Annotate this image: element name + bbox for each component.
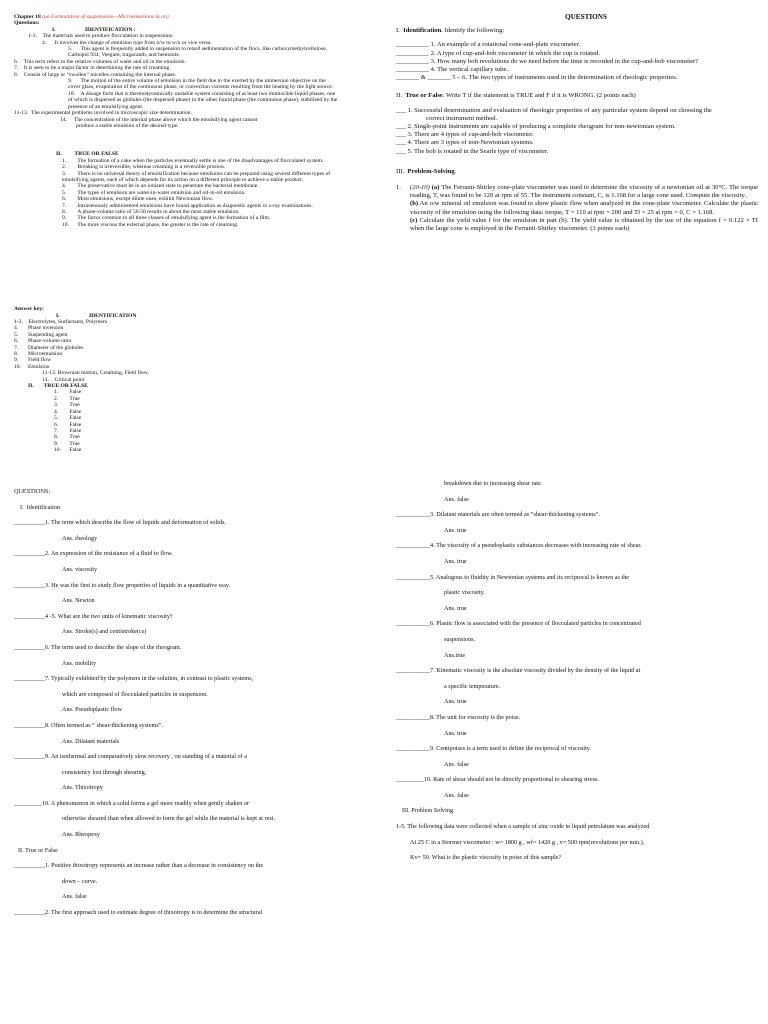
question-line-continuation: a specific temperature. [444,682,501,690]
question-line: __________2. An expression of the resistance of a fluid to flow. [14,550,173,558]
problem-1 [396,184,758,233]
question-line: __________9. An isothermal and comparatively slow recovery , on standing of a material of a [14,753,248,761]
identification-heading: I. IDENTIFICATION : [52,26,136,33]
identification-heading [396,27,758,35]
bottom-right-quadrant [396,476,758,866]
question-line: _________10. A phenomenon in which a solid forms a gel more readily when gently shaken or [14,799,250,807]
answer-line: Ans. true [444,698,467,706]
answer-tf-line: 1. False [54,389,82,396]
heading-bold: Identification [403,27,442,35]
heading-bold: True or False [405,92,443,100]
questions-label: Questions: [14,20,40,27]
identification-line: presence of an emulsifying agent. [68,103,144,110]
answer-line: 10. Emulsion [14,363,50,370]
question-line: __________1. The term which describe the flow of liquids and deformation of solids. [14,519,226,527]
part-c-label: (c) [410,216,418,224]
identification-line: cover glass, evaporation of the continuous phase, or convection currents resulting from the heating by the light source. [68,84,334,91]
tf-line: 9. The factor common to all three classes of emulsifying agent is the formation of a film. [62,215,271,222]
question-line-continuation: breakdown due to increasing shear rate. [444,480,543,487]
identification-line: 1-3. The materials used to produce flocculation in suspensions. [28,33,174,40]
answer-line: Ans. Dilatant materials [62,737,120,745]
tf-heading: II. TRUE OR FALSE [56,151,119,158]
questions-label: QUESTIONS: [14,488,51,495]
tf-item: ___ 2. Single-point instruments are capable of producing a complete rheogram for non-newtonian system. [396,123,676,131]
question-line: ___________5. Analogous to fluidity in Newtonian systems and its reciprocal is known as the [396,573,630,581]
tf-line: 3. There is no universal theory of emulsification because emulsions can be prepared using several different types of [62,170,331,177]
question-line: ___________9. Centipoises is a term used to define the reciprocal of viscosity. [396,745,591,753]
identification-item: __________ 3. How many bob revolutions do we need before the time is recorded in the cup-and-bob viscometer? [396,57,699,65]
question-line-continuation: suspensions. [444,635,476,643]
question-line: __________8. Often termed as “ shear-thickening systems”. [14,721,164,729]
answer-line: Ans. false [444,495,469,503]
tf-line: 8. A phase-volume ratio of 50:50 results in about the most stable emulsion. [62,208,240,215]
answer-tf-line: 4. False [54,408,82,415]
answer-line: 14. Critical point [42,376,85,383]
tf-heading: II. True or False [18,846,58,854]
tf-line: 1. The formation of a cake when the particles eventually settle is one of the disadvantages of flocculated system. [62,157,324,164]
part-b-label: (b) [410,200,419,208]
identification-line: Carbopol 934, Veegum, tragacanth, and bentonite. [68,52,181,59]
question-line: ___________4. The viscosity of a pseudoplastic substances decreases with increasing rate of shear. [396,542,642,550]
answer-line: Ans. false [444,760,469,768]
answer-line: 4. Phase inversion [14,325,64,332]
answer-line: 9. Field flow [14,357,52,364]
tf-item: ___ 4. There are 3 types of non-Newtonian systems. [396,139,534,147]
answer-key-label: Answer key: [14,306,44,313]
answer-line: Ans. Newton [62,597,95,605]
identification-line: 5. This agent is frequently added in suspension to retard sedimentation of the flocs, like carboxymethylcellulose, [68,46,327,53]
tf-line: 2. Breaking is irreversible, whereas creaming is a reversible process. [62,164,226,171]
answer-tf-line: 5. False [54,415,82,422]
part-c-text: Calculate the yield value f for the emulsion in part (b). The yield value is obtained by the use of the equation f = 0.122 × Tf when the large cone is employed in the Ferranti-Shirley viscometer. (3 points each) [410,216,758,233]
question-line: ___________7. Kinematic viscosity is the absolute viscosity divided by the density of the liquid at [396,667,641,675]
identification-line: 9. The motion of the entire volume of emulsion in the field due to the exerted by the immersion objective on the [68,78,326,85]
question-line: __________7. Typically exhibited by the polymers in the solution, in contrast to plastic systems, [14,675,254,683]
ps-heading [396,168,758,176]
identification-line: 11-13. The experimental problems involved in microscopic size determination. [14,110,192,117]
answer-tf-line: 2. True [54,395,80,402]
top-right-quadrant [396,13,758,233]
problem-number: 1. [396,184,401,192]
tf-line: 10. The more viscous the external phase, the greater is the rate of creaming. [62,221,239,228]
answer-line: Ans. rheology [62,534,98,542]
problem-range: (20-10) [410,184,430,192]
identification-line: 14. The concentration of the internal phase above which the emulsifying agent cannot [60,116,258,123]
answer-tf-line: 10. False [54,447,82,454]
answer-line: 8. Microemulsion [14,351,63,358]
answer-line: Ans. viscosity [62,565,98,573]
answer-line: 1-3. Electrolytes, Surfactants, Polymers [14,319,108,325]
identification-line: 10. A dosage form that is thermodynamically unstable system consisting of at least two immiscible liquid phases, one [68,90,336,97]
part-b-text: An o/w mineral oil emulsion was found to show plastic flow when analyzed in the cone-plate viscometer. Calculate the plastic viscosity of the emulsion using the following data: torque, T = 110 at rpm = 200 and Tf = 25 at rpm = 0, C = 1.168. [410,200,758,216]
question-line: ___________8. The unit for viscosity is the poise. [396,713,521,721]
question-line: __________4 -5. What are the two units of kinematic viscosity? [14,612,173,620]
answer-line: 5. Suspending agent [14,331,68,338]
heading-number: II. [396,92,403,100]
ps-heading: III. Problem Solving [402,807,454,815]
questions-title: QUESTIONS [565,13,607,21]
question-line-continuation: which are composed of flocculated particles in suspension. [62,690,208,698]
heading-rest: . Write T if the statement is TRUE and F if it is WRONG. (2 points each) [442,92,636,100]
answer-line: 6. Phase-volume ratio [14,338,72,345]
identification-line: 6. This term refers to the relative volumes of water and oil in the emulsion. [14,58,186,65]
answer-line: Ans. Rheopexy [62,831,101,839]
bottom-left-quadrant [14,484,384,921]
answer-line: Ans. Stroke(s) and centistroke(cs) [62,628,147,636]
heading-rest: . Identify the following: [441,27,505,35]
top-left-quadrant [14,14,392,454]
question-line-continuation: plastic viscosity. [444,589,485,597]
problem-line: At 25 C in a Stormer viscometer : w= 1800 g , wf= 1420 g , v= 500 rpm(revolutions per min.), [410,838,645,846]
chapter-label: Chapter 18 [14,14,41,20]
identification-line: of which is dispersed as globules (the dispersed phase) in the other liquid phase (the continuous phase), stabilized by the [68,97,338,104]
identification-line: 4. It involves the change of emulsion type from o/w to w/o or vice versa. [42,39,212,46]
part-a-label: (a) [431,184,440,192]
question-line: __________6. The term used to describe the slope of the rheogram. [14,643,182,651]
answer-identification-heading: I. IDENTIFICATION [56,312,137,319]
identification-item: __________ 2. A type of cup-and-bob viscometer in which the cup is rotated. [396,49,600,57]
identification-line: produce a stable emulsion of the desired type. [76,122,179,129]
tf-item: ___ 3. There are 4 types of cup-and-bob viscometer. [396,131,534,139]
answer-line: 7. Diameter of the globules [14,344,84,351]
answer-tf-line: 3. True [54,402,80,409]
identification-line: 8. Consist of large or “swollen” micelles containing the internal phase. [14,71,177,78]
answer-line: Ans. Pseudoplastic flow [62,706,122,714]
identification-item: _______ & _______ 5 – 6. The two types of instruments used in the determination of rheologic properties. [396,74,678,82]
question-line: __________3. He was the first to study flow properties of liquids in a quantitative way. [14,581,231,589]
answer-tf-heading: II. TRUE OR FALSE [28,383,88,390]
answer-tf-line: 7. False [54,427,82,434]
heading-rest: . [454,167,457,175]
answer-line: Ans. false [444,791,469,799]
tf-item: ___ 5. The bob is rotated in the Searle type of viscometer. [396,147,549,155]
heading-bold: Problem-Solving [407,167,455,175]
answer-tf-line: 8. True [54,434,80,441]
identification-line: 7. It is seen to be a major factor in determining the rate of creaming. [14,65,171,72]
chapter-title: (ua Formulation of suspensions—Microemulsions la on) [42,14,169,20]
answer-line: Ans. Thixotropy [62,784,103,792]
identification-item: __________ 4. The vertical capillary tube. [396,66,509,74]
tf-line: 5. The types of emulsion are water-in-water emulsion and oil-in-oil emulsion. [62,189,246,196]
answer-line: Ans. mobility [62,659,97,667]
answer-line: Ans. true [444,526,467,534]
identification-heading: I. Identification [20,503,61,511]
question-line-continuation: consistency lost through shearing. [62,768,147,776]
answer-line: Ans. true [444,729,467,737]
tf-line: emulsifying agents, each of which depends for its action on a different principle to achieve a stable product. [62,176,304,183]
heading-number: III. [396,167,405,175]
question-line: __________1. Positive thixotropy represents an increase rather than a decrease in consistency on the [14,862,264,870]
answer-tf-line: 9. True [54,440,80,447]
tf-line: 7. Intravenously administered emulsions have found application as diagnostic agents in x-ray examinations. [62,202,313,209]
identification-item: __________ 1. An example of a rotational cone-and-plate viscometer. [396,41,581,49]
answer-line: Ans.true [444,651,466,659]
question-line-continuation: otherwise sheared than when allowed to form the gel while the material is kept at rest. [62,815,276,823]
tf-line: 4. The preservative must be in an ionized state to penetrate the bacterial membrane. [62,183,259,190]
tf-item: ___ 1. Successful determination and evaluation of rheologic properties of any particular system depend on choosing the [396,106,712,114]
answer-line: Ans. false [62,893,87,901]
answer-line: 11-13. Brownian motion, Creaming, Field flow. [42,370,149,377]
heading-number: I. [396,27,400,35]
problem-body [410,184,758,233]
question-line-continuation: down – curve. [62,877,98,885]
tf-item-continuation: correct instrument method. [426,114,498,122]
problem-line: Kv= 50. What is the plastic viscosity in poise of this sample? [410,854,562,862]
answer-line: Ans. true [444,604,467,612]
question-line: __________2. The first approach used to estimate degree of thixotropy is to determine the structural [14,909,263,917]
question-line: _________10. Rate of shear should not be directly proportional to shearing stress. [396,776,599,784]
answer-tf-line: 6. False [54,421,82,428]
problem-line: 1-5. The following data were collected when a sample of zinc oxide in liquid petrolatum was analyzed [396,823,650,831]
part-a-text: The Ferranti-Shirley cone-plate viscometer was used to determine the viscosity of a newtonian oil at 30°C. The torque reading, T, was found to be 120 at rpm of 55. The instrument constant, C, is 1.168 for a large cone used. Compute the viscosity. [410,184,758,200]
tf-heading [396,92,758,100]
question-line: ___________6. Plastic flow is associated with the presence of flocculated particles in concentrated [396,620,641,628]
question-line: ___________3. Dilatant materials are often termed as “shear-thickening systems”. [396,511,600,519]
answer-line: Ans. true [444,557,467,565]
tf-line: 6. Most emulsions, except dilute ones, exhibit Newtonian flow. [62,196,214,203]
